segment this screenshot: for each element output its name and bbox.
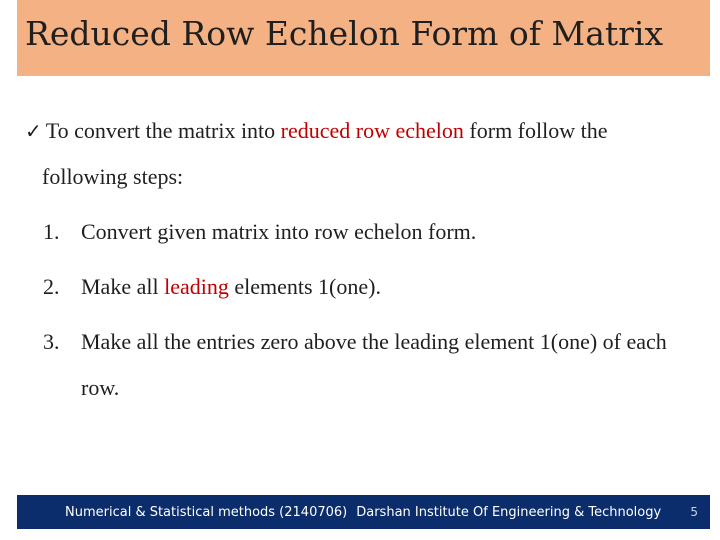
intro-text-line2: following steps: <box>42 164 184 189</box>
step-item <box>25 209 705 255</box>
slide-content <box>25 108 705 420</box>
slide-title: Reduced Row Echelon Form of Matrix <box>25 14 664 53</box>
footer-bar <box>17 495 710 529</box>
step-item <box>25 264 705 310</box>
footer-course: Numerical & Statistical methods (2140706) <box>65 504 348 520</box>
step-text: Make all the entries zero above the leading element 1(one) of each row. <box>81 329 667 400</box>
step-text-after: elements 1(one). <box>228 274 381 299</box>
step-text: Convert given matrix into row echelon form. <box>81 219 477 244</box>
checkmark-icon: ✓ <box>25 119 42 143</box>
page-number: 5 <box>690 505 698 519</box>
intro-paragraph <box>25 108 705 200</box>
title-bar <box>17 0 710 76</box>
step-number: 2. <box>43 274 60 299</box>
steps-list <box>25 209 705 411</box>
footer-institute: Darshan Institute Of Engineering & Technology <box>356 504 662 520</box>
intro-text-part2: form follow the <box>463 118 608 143</box>
step-number: 1. <box>43 219 60 244</box>
intro-text-part1: To convert the matrix into <box>45 118 281 143</box>
step-number: 3. <box>43 329 60 354</box>
step-item <box>25 319 705 411</box>
step-text <box>81 264 705 310</box>
step-text-before: Make all <box>81 274 165 299</box>
step-highlight: leading <box>164 274 229 299</box>
intro-highlight: reduced row echelon <box>280 118 464 143</box>
